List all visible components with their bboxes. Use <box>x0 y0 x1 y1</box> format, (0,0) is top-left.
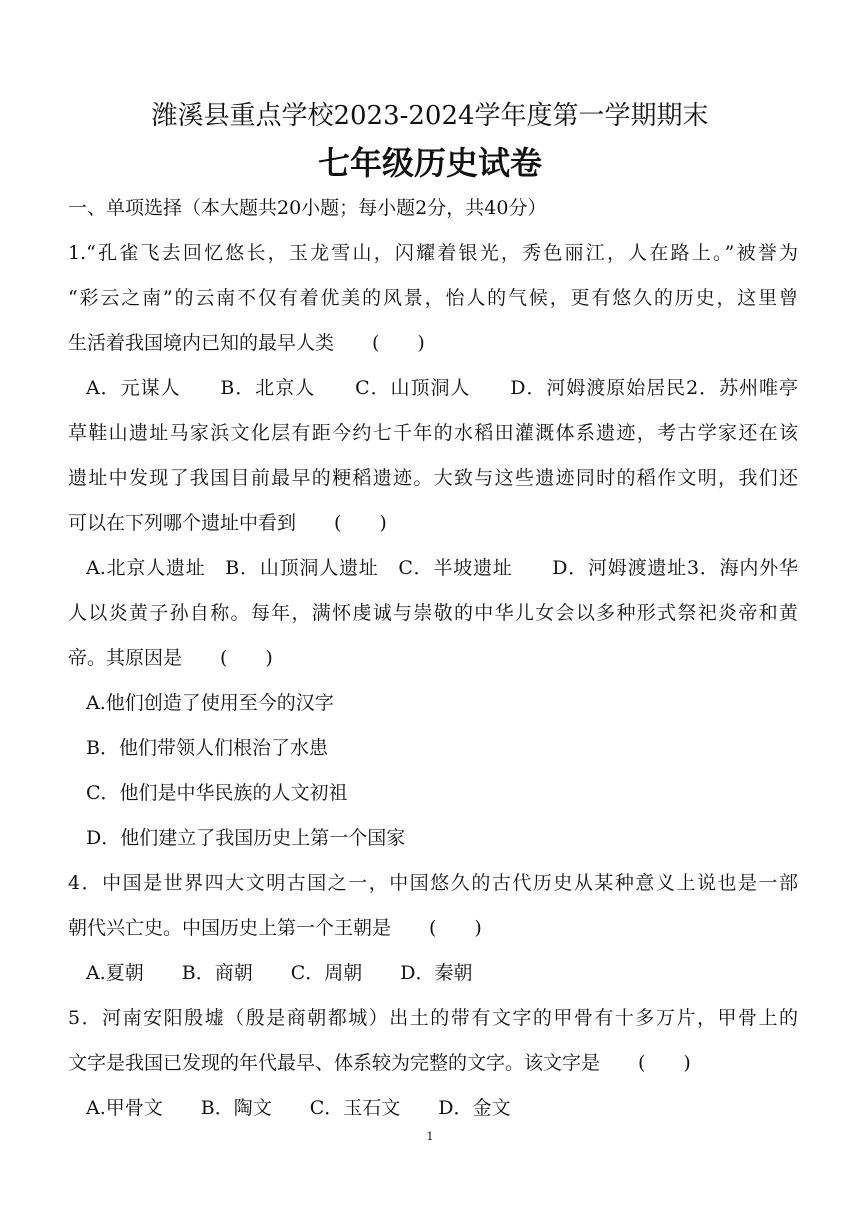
question-1-line-1: 1.“孔雀飞去回忆悠长，玉龙雪山，闪耀着银光，秀色丽江，人在路上。”被誉为 <box>68 242 798 264</box>
exam-header-title: 潍溪县重点学校2023-2024学年度第一学期期末 <box>151 101 709 131</box>
question-5-line-2: 文字是我国已发现的年代最早、体系较为完整的文字。该文字是 ( ) <box>68 1052 691 1074</box>
question-5-line-1: 5．河南安阳殷墟（殷是商朝都城）出土的带有文字的甲骨有十多万片，甲骨上的 <box>68 1007 798 1029</box>
page-number: 1 <box>426 1130 434 1143</box>
question-1-line-3: 生活着我国境内已知的最早人类 ( ) <box>68 332 425 354</box>
question-2-line-2: 草鞋山遗址马家浜文化层有距今约七千年的水稻田灌溉体系遗迹，考古学家还在该 <box>68 422 798 444</box>
question-4-line-1: 4．中国是世界四大文明古国之一，中国悠久的古代历史从某种意义上说也是一部 <box>68 872 798 894</box>
question-3-option-b: B．他们带领人们根治了水患 <box>86 737 328 759</box>
question-3-option-d: D．他们建立了我国历史上第一个国家 <box>86 827 406 849</box>
question-3-option-a: A.他们创造了使用至今的汉字 <box>86 692 334 714</box>
question-1-options: A．元谋人 B．北京人 C．山顶洞人 D．河姆渡原始居民2．苏州唯亭 <box>86 377 798 399</box>
question-3-line-2: 人以炎黄子孙自称。每年，满怀虔诚与崇敬的中华儿女会以多种形式祭祀炎帝和黄 <box>68 602 798 624</box>
question-1-line-2: “彩云之南”的云南不仅有着优美的风景，怡人的气候，更有悠久的历史，这里曾 <box>68 287 798 309</box>
question-2-line-4: 可以在下列哪个遗址中看到 ( ) <box>68 512 387 534</box>
question-4-options: A.夏朝 B．商朝 C．周朝 D．秦朝 <box>86 962 473 984</box>
exam-subject-title: 七年级历史试卷 <box>317 144 542 182</box>
question-3-option-c: C．他们是中华民族的人文初祖 <box>86 782 348 804</box>
question-5-options: A.甲骨文 B．陶文 C．玉石文 D．金文 <box>86 1097 511 1119</box>
section-heading: 一、单项选择（本大题共20小题；每小题2分，共40分） <box>68 197 547 219</box>
question-2-line-3: 遗址中发现了我国目前最早的粳稻遗迹。大致与这些遗迹同时的稻作文明，我们还 <box>68 467 798 489</box>
question-4-line-2: 朝代兴亡史。中国历史上第一个王朝是 ( ) <box>68 917 482 939</box>
question-3-line-3: 帝。其原因是 ( ) <box>68 647 273 669</box>
question-2-options: A.北京人遗址 B．山顶洞人遗址 C．半坡遗址 D．河姆渡遗址3．海内外华 <box>86 557 798 579</box>
